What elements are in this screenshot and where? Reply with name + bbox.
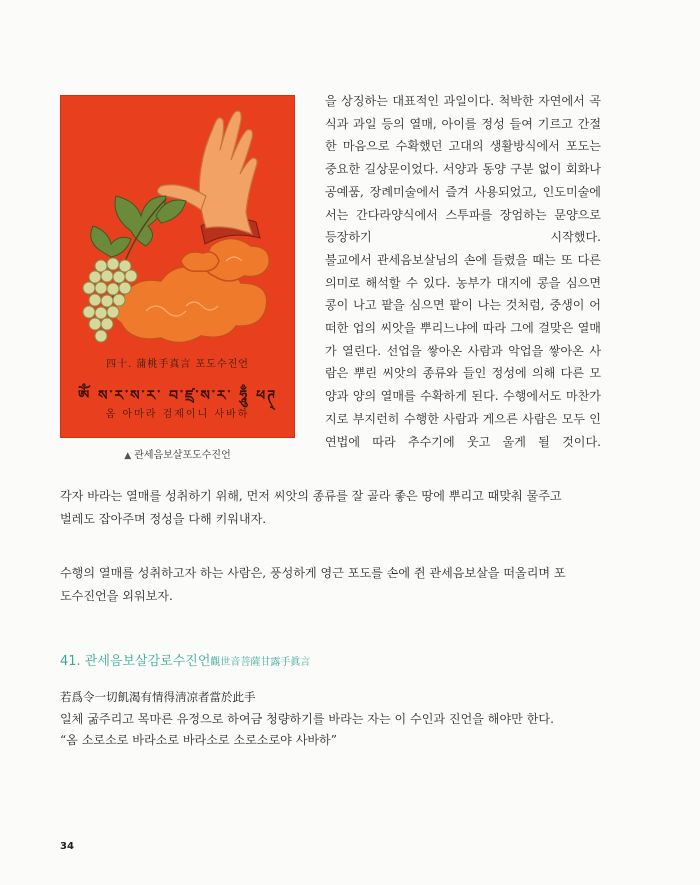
page-number: 34 [60, 841, 74, 852]
paragraph-line: 수행의 열매를 성취하고자 하는 사람은, 풍성하게 영근 포도를 손에 쥔 관세음보살을 떠올리며 포 [60, 566, 566, 580]
right-paragraph: 불교에서 관세음보살님의 손에 들렸을 때는 또 다른 의미로 해석할 수 있다. 농부가 대지에 콩을 심으면 콩이 나고 팥을 심으면 팥이 나는 것처럼, 중생이 어떠한 업의 씨앗을 뿌리느냐에 따라 그에 걸맞은 열매가 열린다. 선업을 쌓아온 사람과 악업을 쌓아온 사람은 뿌린 씨앗의 종류와 들인 정성에 의해 다른 모양과 양의 열매를 수확하게 된다. 수행에서도 마찬가지로 부지런히 수행한 사람과 게으른 사람은 모두 인연법에 따라 추수기에 웃고 울게 될 것이다. [325, 252, 601, 449]
paragraph [60, 562, 600, 607]
triangle-icon: ▲ [124, 451, 132, 461]
grape-leaves [91, 196, 186, 257]
grape-hand-illustration [60, 95, 295, 438]
paragraph-line: 각자 바라는 열매를 성취하기 위해, 먼저 씨앗의 종류를 잘 골라 좋은 땅에 뿌리고 때맞춰 물주고 [60, 489, 562, 503]
right-column-text [325, 90, 601, 453]
figure-title-line: 四十. 蒲桃手真言 포도수진언 [106, 359, 249, 370]
figure-korean-mantra: 옴 아마라 검제이니 사바하 [105, 409, 250, 420]
cloud-motif [114, 239, 270, 343]
right-paragraph: 을 상징하는 대표적인 과일이다. 척박한 자연에서 곡식과 과일 등의 열매, 아이를 정성 들여 기르고 간절한 마음으로 수확했던 고대의 생활방식에서 포도는 중요한 길상문이었다. 서양과 동양 구분 없이 회화나 공예품, 장례미술에서 즐겨 사용되었고, 인도미술에서는 간다라양식에서 스투파를 장엄하는 문양으로 등장하기 시작했다. [325, 94, 601, 245]
paragraph [60, 485, 600, 530]
mantra-text: “옴 소로소로 바라소로 바라소로 소로소로야 사바하” [60, 733, 337, 747]
figure-caption [60, 446, 295, 461]
paragraph-line: 도수진언을 외워보자. [60, 588, 173, 603]
section-title-hanja: 觀世音菩薩甘露手眞言 [210, 657, 311, 668]
caption-text: 관세음보살포도수진언 [134, 450, 231, 461]
section-description: 일체 굶주리고 목마른 유정으로 하여금 청량하기를 바라는 자는 이 수인과 진언을 해야만 한다. [60, 712, 554, 726]
section-title: 41. 관세음보살감로수진언 [60, 654, 211, 669]
section-heading [60, 650, 310, 669]
figure-sanskrit-line: ཨོཾ ས་ར་ས་ར་ བ་ཛྲ་ས་ར་ ཧཱུྃ ཕཊ྄ [77, 388, 278, 404]
hanja-sutra-line: 若爲令一切飢渴有情得淸凉者當於此手 [60, 690, 256, 704]
paragraph-line: 벌레도 잡아주며 정성을 다해 키워내자. [60, 511, 267, 526]
